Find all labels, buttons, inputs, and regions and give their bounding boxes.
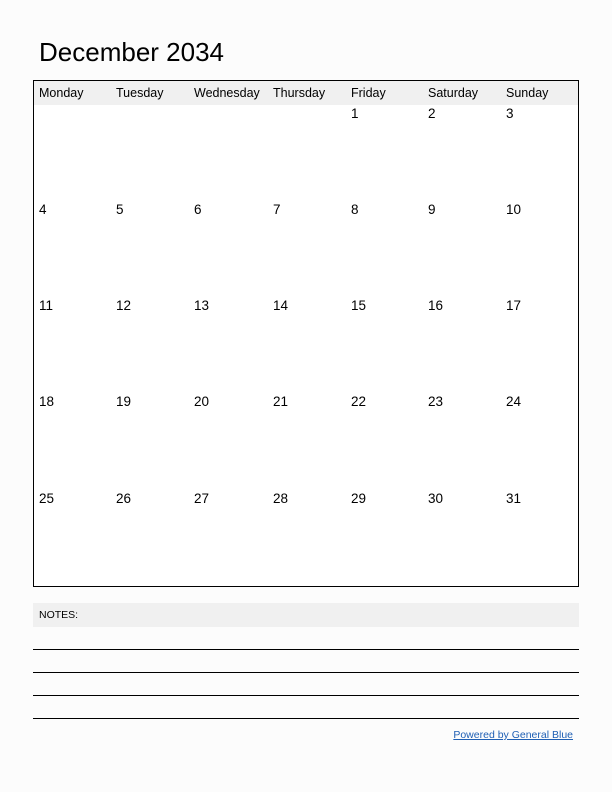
day-number: 1 xyxy=(351,106,359,121)
day-number: 14 xyxy=(273,298,289,313)
day-number: 31 xyxy=(506,491,522,506)
weekday-header-thursday: Thursday xyxy=(273,86,326,100)
day-number: 23 xyxy=(428,394,444,409)
day-number: 6 xyxy=(194,202,202,217)
weekday-header-wednesday: Wednesday xyxy=(194,86,260,100)
weekday-header-saturday: Saturday xyxy=(428,86,479,100)
powered-by-link[interactable]: Powered by General Blue xyxy=(453,729,573,741)
weekday-header-tuesday: Tuesday xyxy=(116,86,164,100)
day-number: 10 xyxy=(506,202,522,217)
day-number: 15 xyxy=(351,298,367,313)
day-number: 2 xyxy=(428,106,436,121)
notes-label: NOTES: xyxy=(39,609,79,621)
day-number: 12 xyxy=(116,298,132,313)
notes-header xyxy=(33,603,579,627)
day-number: 16 xyxy=(428,298,444,313)
day-number: 29 xyxy=(351,491,367,506)
day-number: 22 xyxy=(351,394,367,409)
weekday-header-sunday: Sunday xyxy=(506,86,549,100)
day-number: 8 xyxy=(351,202,359,217)
day-number: 26 xyxy=(116,491,132,506)
day-number: 30 xyxy=(428,491,444,506)
note-line xyxy=(33,695,579,696)
day-number: 19 xyxy=(116,394,132,409)
day-number: 3 xyxy=(506,106,514,121)
day-number: 28 xyxy=(273,491,289,506)
note-line xyxy=(33,718,579,719)
weekday-header-row xyxy=(34,81,578,105)
day-number: 11 xyxy=(39,298,54,313)
day-number: 13 xyxy=(194,298,210,313)
calendar-title: December 2034 xyxy=(39,37,224,67)
day-number: 24 xyxy=(506,394,522,409)
weekday-header-monday: Monday xyxy=(39,86,84,100)
calendar-grid xyxy=(33,80,579,587)
day-number: 27 xyxy=(194,491,210,506)
weekday-header-friday: Friday xyxy=(351,86,386,100)
day-number: 20 xyxy=(194,394,210,409)
day-number: 25 xyxy=(39,491,55,506)
day-number: 4 xyxy=(39,202,47,217)
day-number: 17 xyxy=(506,298,522,313)
day-number: 9 xyxy=(428,202,436,217)
day-number: 5 xyxy=(116,202,124,217)
day-number: 21 xyxy=(273,394,289,409)
note-line xyxy=(33,672,579,673)
day-number: 7 xyxy=(273,202,281,217)
day-number: 18 xyxy=(39,394,55,409)
note-line xyxy=(33,649,579,650)
